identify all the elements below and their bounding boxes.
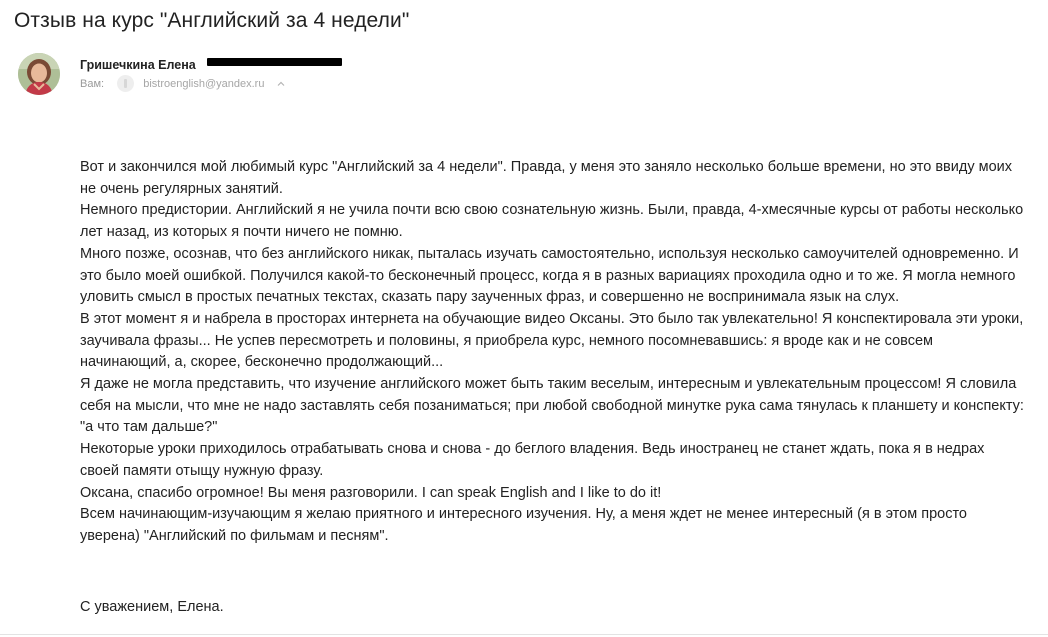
sender-name[interactable]: Гришечкина Елена — [80, 58, 196, 72]
email-subject: Отзыв на курс "Английский за 4 недели" — [14, 9, 410, 32]
email-body — [80, 157, 1025, 548]
body-paragraph: В этот момент я и набрела в просторах интернета на обучающие видео Оксаны. Это было так увлекательно! Я конспектировала эти уроки, заучивала фразы... Не успев пересмотреть и половины, я приобрела курс, немного посомневавшись: я вроде как и не совсем начинающий, а, скорее, бесконечно продолжающий... — [80, 310, 1024, 371]
body-paragraph: Некоторые уроки приходилось отрабатывать снова и снова - до беглого владения. Ведь иностранец не станет ждать, пока я в недрах своей памяти отыщу нужную фразу. — [80, 441, 985, 479]
recipient-label: Вам: — [80, 77, 105, 90]
recipient-email[interactable]: bistroenglish@yandex.ru — [143, 77, 265, 90]
recipient-avatar-icon — [117, 75, 134, 92]
divider — [0, 634, 1048, 635]
body-paragraph: Всем начинающим-изучающим я желаю приятного и интересного изучения. Ну, а меня ждет не менее интересный (я в этом просто уверена) "Английский по фильмам и песням". — [80, 506, 967, 544]
recipient-row — [80, 75, 286, 93]
body-paragraph: Я даже не могла представить, что изучение английского может быть таким веселым, интересным и увлекательным процессом! Я словила себя на мысли, что мне не надо заставлять себя позаниматься; при любой свободной минутке рука сама тянулась к планшету и конспекту: "а что там дальше?" — [80, 376, 1024, 436]
sender-row — [80, 56, 196, 72]
sender-avatar[interactable] — [18, 53, 60, 95]
chevron-up-icon[interactable] — [276, 79, 286, 89]
email-signature: С уважением, Елена. — [80, 599, 224, 615]
sender-photo-icon — [18, 53, 60, 95]
body-paragraph: Немного предистории. Английский я не учила почти всю свою сознательную жизнь. Были, правда, 4-хмесячные курсы от работы несколько лет назад, из которых я почти ничего не помню. — [80, 202, 1024, 241]
body-paragraph: Много позже, осознав, что без английского никак, пыталась изучать самостоятельно, используя несколько самоучителей одновременно. И это было моей ошибкой. Получился какой-то бесконечный процесс, когда я в разных вариациях проходила одно и то же. Я могла немного уловить смысл в простых печатных текстах, сказать пару заученных фраз, и совершенно не воспринимала язык на слух. — [80, 245, 1019, 306]
body-paragraph: Оксана, спасибо огромное! Вы меня разговорили. I can speak English and I like to do it! — [80, 484, 662, 501]
body-paragraph: Вот и закончился мой любимый курс "Английский за 4 недели". Правда, у меня это заняло несколько больше времени, но это ввиду моих не очень регулярных занятий. — [80, 159, 1012, 197]
redacted-sender-email — [207, 58, 342, 66]
